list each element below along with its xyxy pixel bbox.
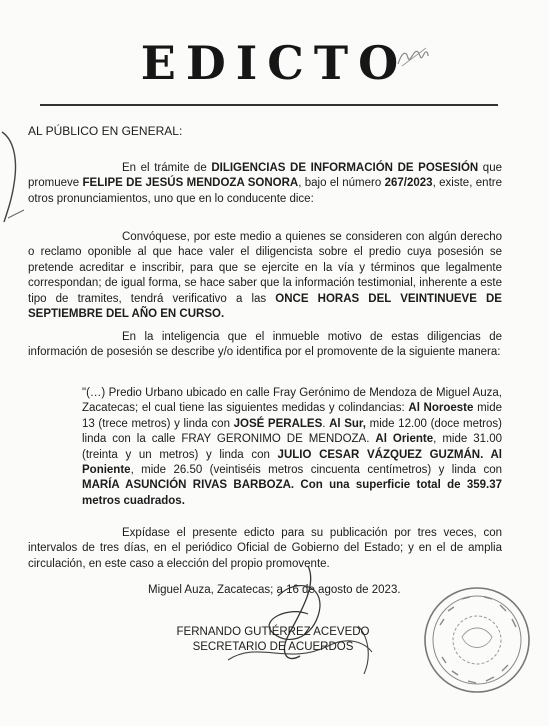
handwritten-signature [168, 556, 388, 686]
title-divider [40, 104, 498, 106]
salutation: AL PÚBLICO EN GENERAL: [28, 124, 183, 138]
paragraph-proceeding: En el trámite de DILIGENCIAS DE INFORMACIÓN DE POSESIÓN que promueve FELIPE DE JESÚS MENDOZA SONORA, bajo el número 267/2023, existe, entre otros pronunciamientos, uno que en lo conducente dice: [28, 162, 502, 205]
paragraph-summons: Convóquese, por este medio a quienes se consideren con algún derecho o reclamo oponible al que hace valer el diligencista sobre el predio cuya posesión se pretende acreditar e inscribir, para que se ejercite en la vía y términos que legalmente correspondan; de igual forma, se hace saber que la información testimonial, inherente a este tipo de tramites, tendrá verificativo a las ONCE HORAS DEL VEINTINUEVE DE SEPTIEMBRE DEL AÑO EN CURSO. [28, 231, 502, 321]
official-seal [422, 585, 532, 695]
paragraph-publication: Expídase el presente edicto para su publicación por tres veces, con intervalos de tres días, en el periódico Oficial de Gobierno del Estado; y en el de amplia circulación, en este caso a elección del propio promovente. [28, 527, 502, 570]
signatory-position: SECRETARIO DE ACUERDOS [192, 641, 354, 653]
margin-bracket-mark [0, 130, 30, 230]
paragraph-property-intro: En la inteligencia que el inmueble motivo de estas diligencias de información de posesión se describe y/o identifica por el promovente de la siguiente manera: [28, 331, 502, 359]
document-title: EDICTO [140, 36, 409, 90]
place-and-date: Miguel Auza, Zacatecas; a 16 de agosto de 2023. [148, 584, 401, 596]
initials-scribble-icon [396, 44, 430, 70]
property-description-quote: "(…) Predio Urbano ubicado en calle Fray Gerónimo de Mendoza de Miguel Auza, Zacatecas; el cual tiene las siguientes medidas y colindancias: Al Noroeste mide 13 (trece metros) y linda con JOSÉ PERALES. Al Sur, mide 12.00 (doce metros) linda con la calle FRAY GERONIMO DE MENDOZA. Al Oriente, mide 31.00 (treinta y un metros) y linda con JULIO CESAR VÁZQUEZ GUZMÁN. Al Poniente, mide 26.50 (veintiséis metros cincuenta centímetros) y linda con MARÍA ASUNCIÓN RIVAS BARBOZA. Con una superficie total de 359.37 metros cuadrados. [82, 387, 503, 507]
signatory-name: FERNANDO GUTIÉRREZ ACEVEDO [176, 626, 370, 638]
signatory-block [168, 625, 378, 655]
